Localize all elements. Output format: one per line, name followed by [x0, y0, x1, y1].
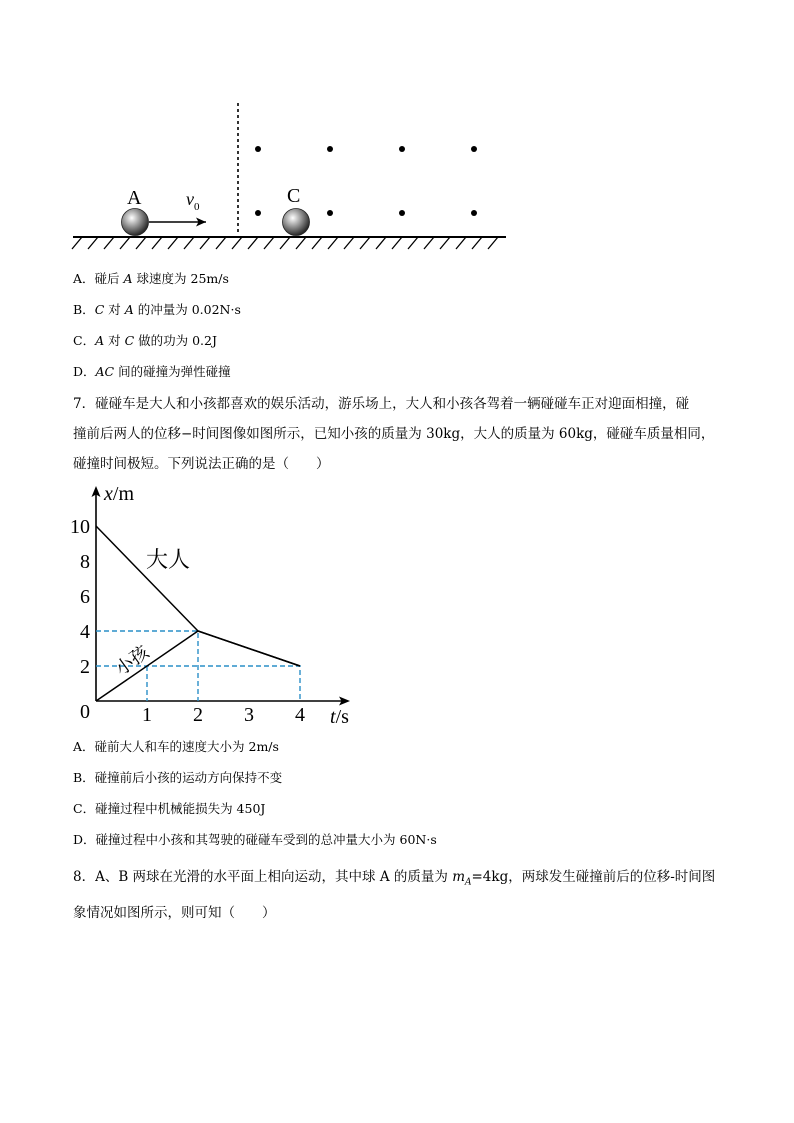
- series-label-child: 小孩: [111, 641, 153, 680]
- ball-a: [122, 209, 149, 236]
- q7-option-d: D．碰撞过程中小孩和其驾驶的碰碰车受到的总冲量大小为 60N·s: [73, 832, 437, 847]
- q8-stem-line-2: 象情况如图所示，则可知（ ）: [73, 905, 276, 921]
- q6-option-c: C．A 对 C 做的功为 0.2J: [73, 333, 217, 348]
- v0-label: $v_0$: [186, 189, 200, 213]
- ground-hatching: [72, 237, 498, 249]
- series-label-adult: 大人: [146, 547, 191, 572]
- q6-option-b: B．C 对 A 的冲量为 0.02N·s: [73, 302, 241, 317]
- x-tick-label-2: 2: [193, 704, 203, 726]
- y-tick-label-10: 10: [70, 516, 90, 538]
- q6-option-d: D．AC 间的碰撞为弹性碰撞: [73, 364, 231, 379]
- y-tick-label-8: 8: [80, 551, 90, 573]
- ball-c: [283, 209, 310, 236]
- q7-stem-line-2: 撞前后两人的位移−时间图像如图所示，已知小孩的质量为 30kg，大人的质量为 60kg，碰碰车质量相同，: [73, 426, 715, 442]
- collision-diagram: [60, 95, 520, 255]
- origin-label: 0: [80, 701, 90, 723]
- x-tick-label-1: 1: [142, 704, 152, 726]
- q7-stem-line-3: 碰撞时间极短。下列说法正确的是（ ）: [73, 456, 330, 472]
- q7-option-c: C．碰撞过程中机械能损失为 450J: [73, 801, 266, 816]
- y-tick-label-2: 2: [80, 656, 90, 678]
- y-axis-label: x/m: [104, 483, 135, 505]
- q8-stem-line-1: 8．A、B 两球在光滑的水平面上相向运动，其中球 A 的质量为 $m_A=4kg$，两球发生碰撞前后的位移-时间图: [73, 869, 716, 888]
- xt-graph: [60, 480, 370, 730]
- q7-stem-line-1: 7．碰碰车是大人和小孩都喜欢的娱乐活动，游乐场上，大人和小孩各驾着一辆碰碰车正对迎面相撞，碰: [73, 396, 690, 412]
- y-tick-label-4: 4: [80, 621, 90, 643]
- x-tick-label-3: 3: [244, 704, 254, 726]
- y-tick-labels: [70, 516, 90, 678]
- q7-option-b: B．碰撞前后小孩的运动方向保持不变: [73, 770, 283, 785]
- q7-option-a: A．碰前大人和车的速度大小为 2m/s: [73, 739, 279, 754]
- y-tick-label-6: 6: [80, 586, 90, 608]
- ball-c-label: C: [287, 185, 301, 207]
- ball-a-label: A: [127, 187, 142, 209]
- q6-option-a: A．碰后 A 球速度为 25m/s: [73, 271, 229, 286]
- x-axis-label: t/s: [330, 706, 349, 728]
- x-tick-labels: [142, 704, 305, 726]
- x-tick-label-4: 4: [295, 704, 305, 726]
